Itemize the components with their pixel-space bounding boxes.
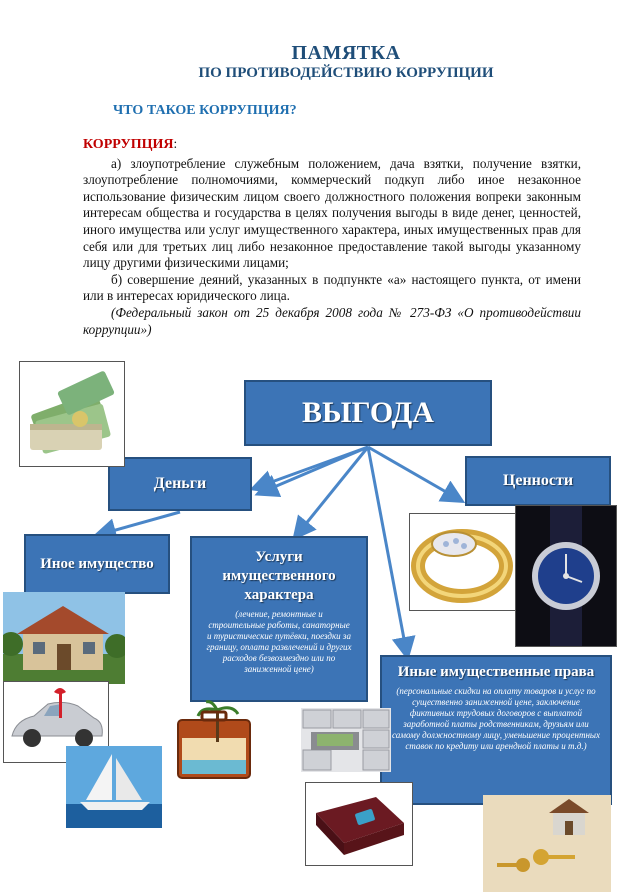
money-box: Деньги (108, 457, 252, 511)
house-icon (3, 592, 125, 684)
safe-deposit-icon (301, 708, 391, 772)
benefit-box: ВЫГОДА (244, 380, 492, 446)
page-subtitle: ПО ПРОТИВОДЕЙСТВИЮ КОРРУПЦИИ (198, 65, 494, 81)
term-corruption: КОРРУПЦИЯ (83, 137, 174, 152)
term-colon: : (173, 136, 178, 151)
question-heading: ЧТО ТАКОЕ КОРРУПЦИЯ? (113, 103, 297, 118)
services-title: Услуги имущественного характера (222, 549, 336, 603)
services-box (190, 536, 368, 702)
page-title: ПАМЯТКА (291, 42, 401, 64)
watch-icon (515, 505, 617, 647)
money-icon (19, 361, 125, 467)
rights-box (380, 655, 612, 805)
suitcase-icon (172, 698, 256, 792)
other-property-box: Иное имущество (24, 534, 170, 594)
gift-box-icon (305, 782, 413, 866)
services-note: (лечение, ремонтные и строительные работы, санаторные и туристические путёвки, поездки за границу, оплата развлечений и других расходов безвозмездно или по заниженной цене) (206, 609, 352, 674)
arrow-to-money-2 (260, 447, 368, 493)
yacht-icon (66, 746, 162, 828)
valuables-box: Ценности (465, 456, 611, 506)
arrow-to-other-property (98, 512, 180, 535)
rights-title: Иные имущественные права (397, 664, 595, 680)
arrow-to-valuables (368, 447, 460, 500)
law-reference: (Федеральный закон от 25 декабря 2008 года № 273-ФЗ «О противодействии коррупции») (83, 304, 581, 337)
point-a: а) злоупотребление служебным положением, дача взятки, получение взятки, злоупотребление полномочиями, коммерческий подкуп либо иное незаконное использование физическим лицом своего должностного положения вопреки законным интересам общества и государства в целях получения выгоды в виде денег, ценностей, иного имущества или услуг имущественного характера, иных имущественных прав для себя или для третьих лиц либо незаконное предоставление такой выгоды указанному лицу другими физическими лицами; (83, 155, 581, 271)
rights-note: (персональные скидки на оплату товаров и услуг по существенно заниженной цене, заключение фиктивных трудовых договоров с выплатой заработной платы родственникам, друзьям или самому должностному лицу, уменьшение процентных ставок по кредиту или арендной платы и т.д.) (392, 686, 601, 751)
point-b: б) совершение деяний, указанных в подпункте «а» настоящего пункта, от имени или в интересах юридического лица. (83, 271, 581, 304)
arrow-to-rights (368, 447, 407, 655)
keys-house-icon (483, 795, 611, 892)
ring-icon (409, 513, 517, 611)
